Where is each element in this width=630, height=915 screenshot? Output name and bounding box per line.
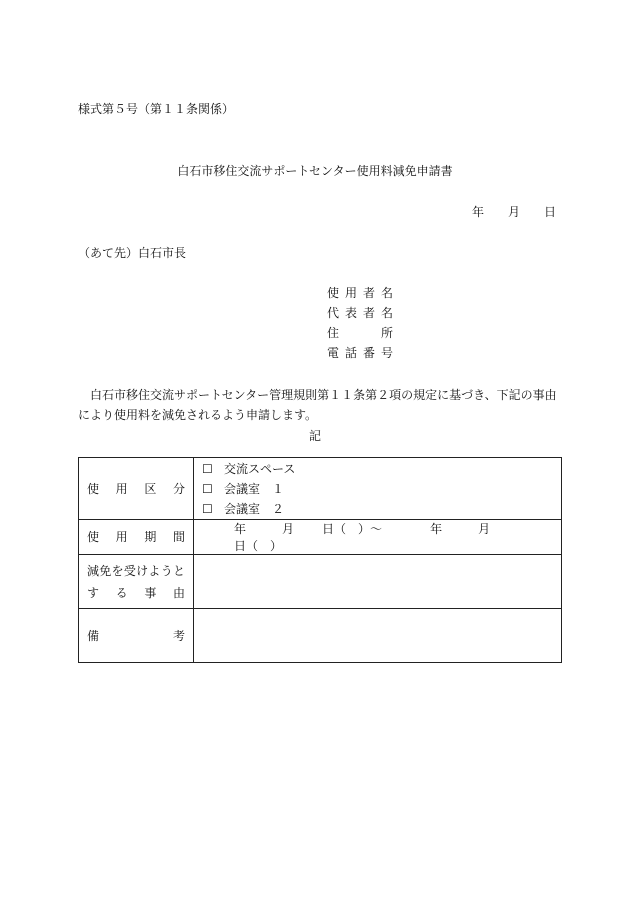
checkbox-icon[interactable]: ☐ <box>202 481 213 496</box>
application-table <box>78 457 562 663</box>
option-meeting-room-1[interactable] <box>194 479 561 499</box>
applicant-user-name-label: 使用者名 <box>327 286 393 300</box>
remarks-row <box>79 609 562 663</box>
form-number: 様式第５号（第１１条関係） <box>78 102 235 116</box>
ki-heading: 記 <box>308 429 321 443</box>
option-meeting-room-2[interactable] <box>194 499 561 519</box>
option-label: 交流スペース <box>224 461 296 476</box>
addressee: （あて先）白石市長 <box>78 246 187 260</box>
usage-category-row <box>79 458 562 520</box>
applicant-row <box>327 303 393 323</box>
usage-period-row <box>79 520 562 555</box>
request-paragraph: 白石市移住交流サポートセンター管理規則第１１条第２項の規定に基づき、下記の事由により使用料を減免されるよう申請します。 <box>78 388 557 422</box>
reason-label <box>79 555 194 609</box>
usage-category-label: 使用区分 <box>79 458 194 520</box>
option-label: 会議室 ２ <box>224 501 285 516</box>
reason-field[interactable] <box>194 555 562 609</box>
period-start-month: 月 <box>282 522 295 536</box>
reason-label-line-1: 減免を受けようと <box>87 563 185 578</box>
period-start-year: 年 <box>234 522 247 536</box>
applicant-address-label: 住所 <box>327 326 393 340</box>
usage-period-field[interactable] <box>194 520 562 555</box>
period-start-day: 日（ ） <box>322 522 371 536</box>
usage-category-options <box>194 458 562 520</box>
option-label: 会議室 １ <box>224 481 285 496</box>
applicant-phone-label: 電話番号 <box>327 346 393 360</box>
reason-label-line-2: する事由 <box>87 585 185 600</box>
applicant-block <box>327 283 393 363</box>
date-day: 日 <box>543 205 556 219</box>
period-end-month: 月 <box>478 522 491 536</box>
applicant-representative-label: 代表者名 <box>327 306 393 320</box>
remarks-label: 備考 <box>79 609 194 663</box>
applicant-row <box>327 343 393 363</box>
checkbox-icon[interactable]: ☐ <box>202 461 213 476</box>
date-line <box>472 203 556 220</box>
document-title: 白石市移住交流サポートセンター使用料減免申請書 <box>177 164 453 178</box>
reason-row <box>79 555 562 609</box>
period-end-year: 年 <box>430 522 443 536</box>
applicant-row <box>327 323 393 343</box>
period-end-day: 日（ ） <box>234 539 283 553</box>
checkbox-icon[interactable]: ☐ <box>202 501 213 516</box>
date-month: 月 <box>507 205 520 219</box>
period-tilde: ～ <box>370 522 383 536</box>
usage-period-label: 使用期間 <box>79 520 194 555</box>
applicant-row <box>327 283 393 303</box>
option-exchange-space[interactable] <box>194 459 561 479</box>
remarks-field[interactable] <box>194 609 562 663</box>
date-year: 年 <box>471 205 484 219</box>
